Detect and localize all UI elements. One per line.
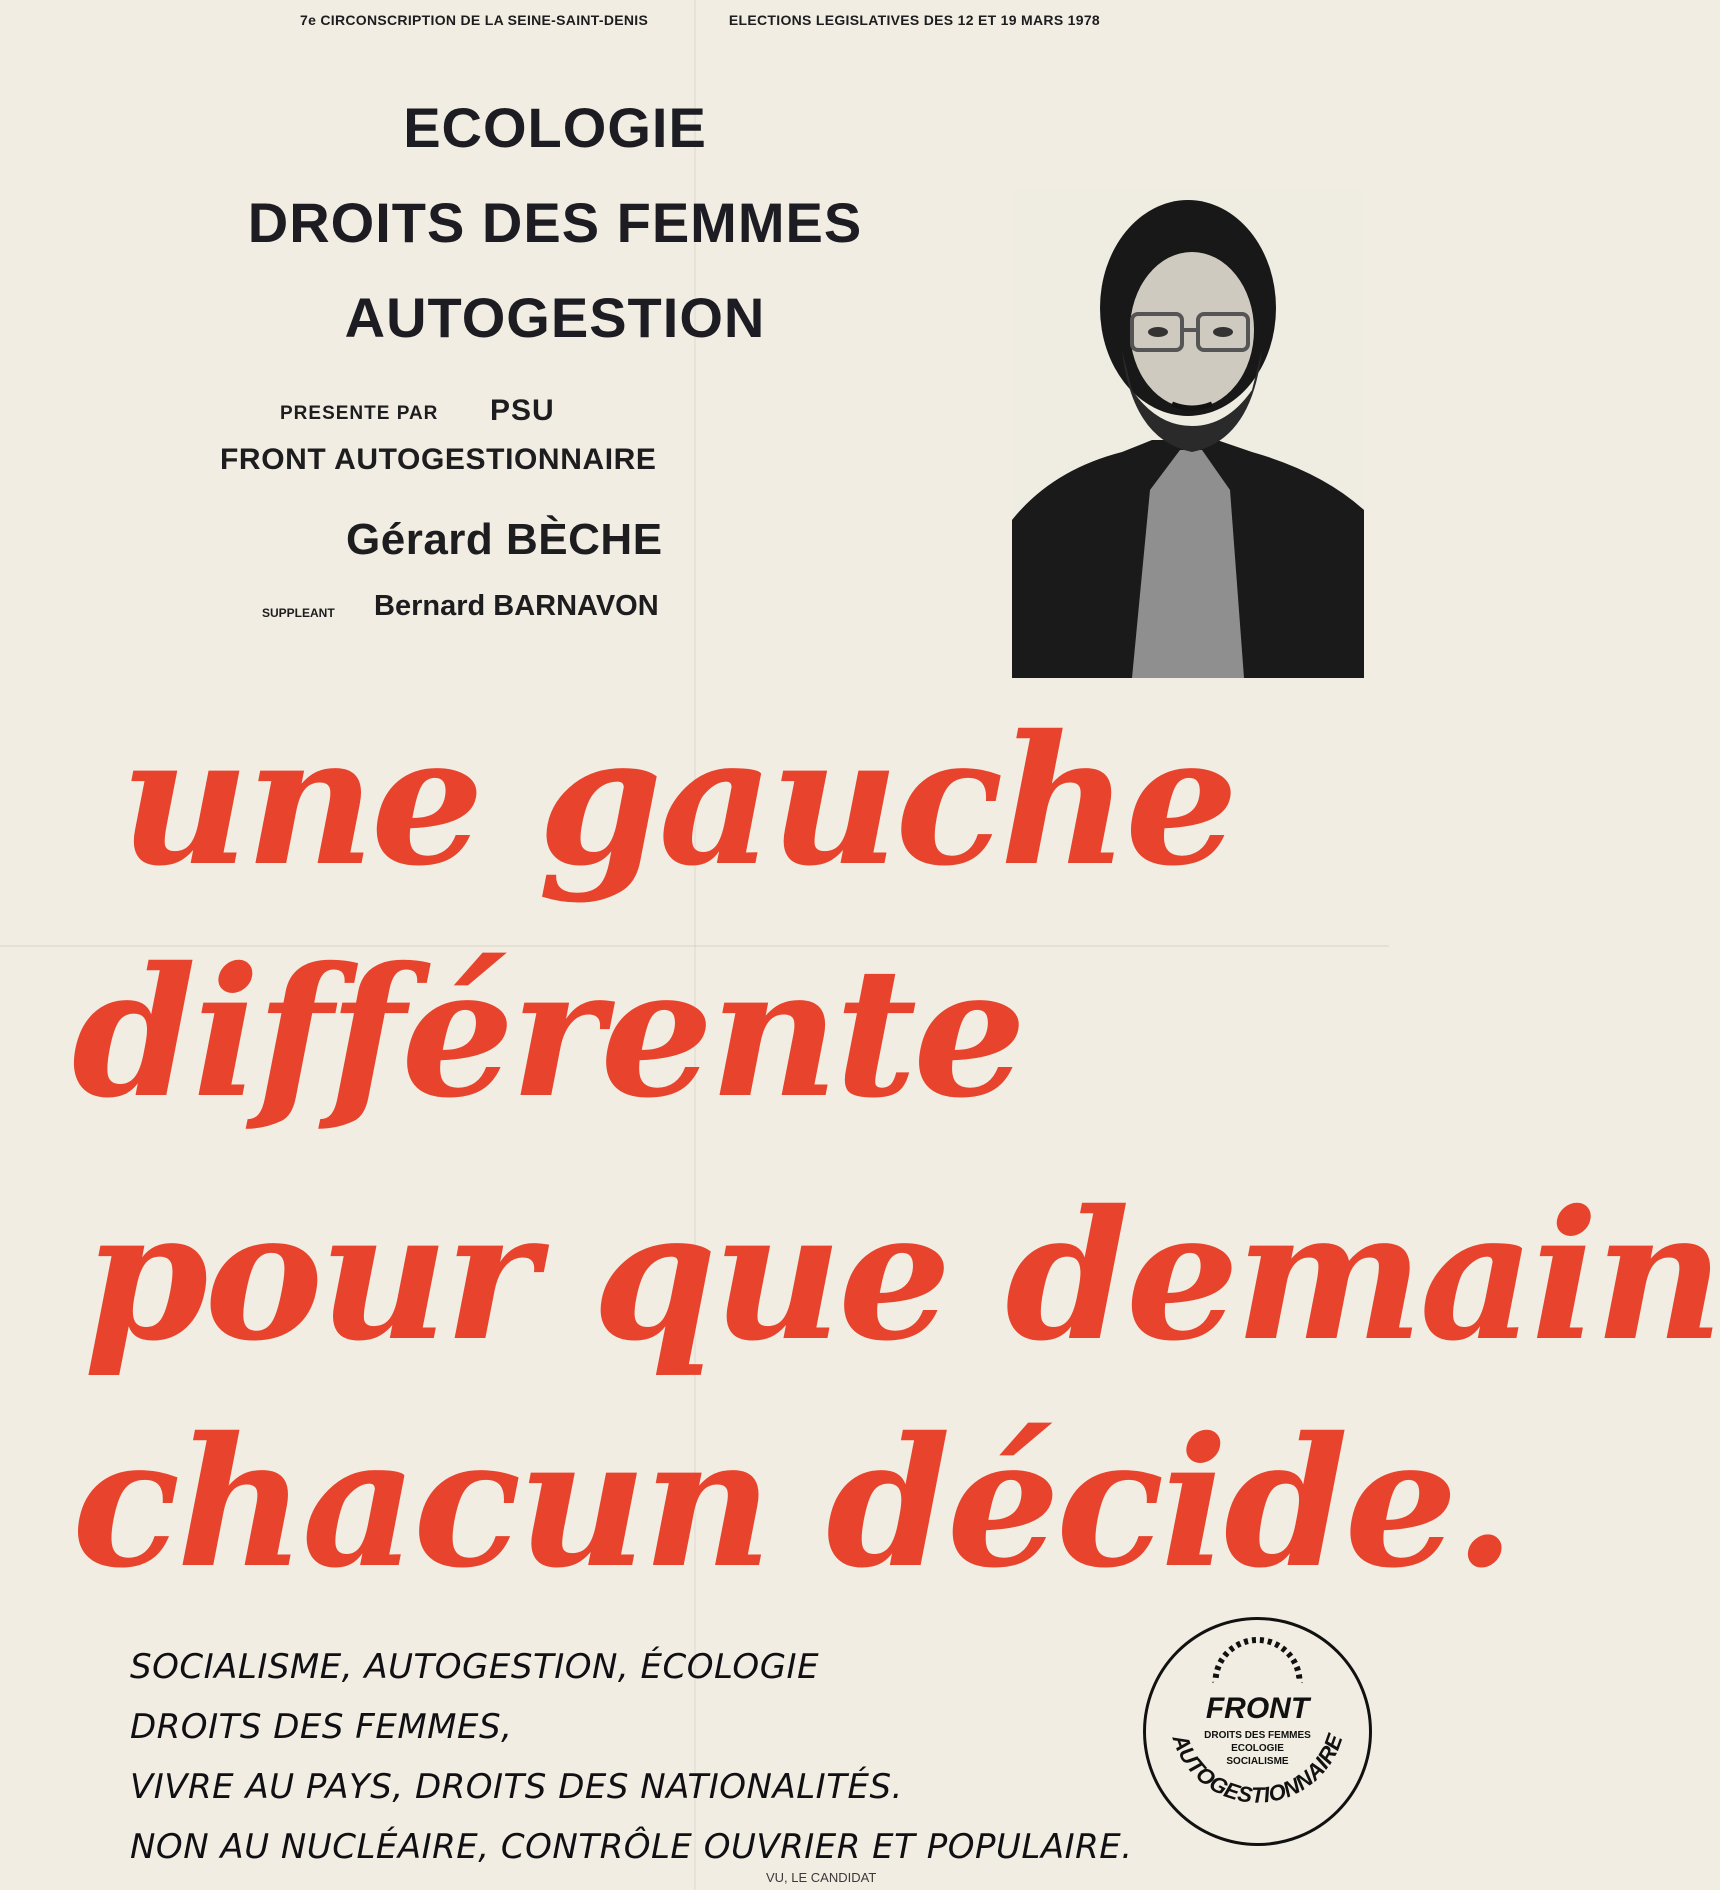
vu-le-candidat: VU, LE CANDIDAT bbox=[766, 1870, 877, 1885]
badge-line: DROITS DES FEMMES bbox=[1204, 1730, 1311, 1741]
poster-header bbox=[300, 12, 1100, 28]
programme-line: SOCIALISME, AUTOGESTION, ÉCOLOGIE bbox=[130, 1647, 820, 1687]
party-name: PSU bbox=[490, 394, 555, 427]
candidate-portrait-icon bbox=[1012, 190, 1364, 678]
front-autogestionnaire-logo bbox=[1140, 1614, 1375, 1849]
candidate-name: Gérard BÈCHE bbox=[346, 515, 663, 564]
badge-line: SOCIALISME bbox=[1226, 1756, 1289, 1767]
front-name: FRONT AUTOGESTIONNAIRE bbox=[220, 443, 657, 476]
logo-seal bbox=[1140, 1614, 1375, 1849]
headline-ecologie: ECOLOGIE bbox=[403, 96, 707, 159]
presented-by-label: PRESENTE PAR bbox=[280, 403, 439, 424]
programme-line: VIVRE AU PAYS, DROITS DES NATIONALITÉS. bbox=[130, 1767, 903, 1807]
suppleant-name: Bernard BARNAVON bbox=[374, 590, 659, 622]
badge-line: ECOLOGIE bbox=[1231, 1743, 1284, 1754]
programme-line: DROITS DES FEMMES, bbox=[130, 1707, 513, 1747]
suppleant-label: SUPPLEANT bbox=[262, 606, 335, 620]
badge-title: FRONT bbox=[1205, 1692, 1310, 1725]
circonscription-text: 7e CIRCONSCRIPTION DE LA SEINE-SAINT-DENIS bbox=[300, 12, 649, 28]
elections-text: ELECTIONS LEGISLATIVES DES 12 ET 19 MARS 1978 bbox=[728, 12, 1100, 28]
badge-arc-path: AUTOGESTIONNAIRE bbox=[1167, 1730, 1348, 1808]
headline-autogestion: AUTOGESTION bbox=[344, 286, 766, 349]
portrait-drawing bbox=[1012, 190, 1364, 678]
headline-droits-des-femmes: DROITS DES FEMMES bbox=[247, 191, 863, 254]
programme-line: NON AU NUCLÉAIRE, CONTRÔLE OUVRIER ET POPULAIRE. bbox=[130, 1827, 1133, 1867]
slogan-line-1: une gauche bbox=[120, 696, 1235, 905]
slogan-line-4: chacun décide. bbox=[72, 1398, 1512, 1607]
slogan-line-3: pour que demain bbox=[84, 1171, 1720, 1380]
programme-list bbox=[130, 1637, 1133, 1877]
slogan-line-2: différente bbox=[72, 928, 1023, 1137]
